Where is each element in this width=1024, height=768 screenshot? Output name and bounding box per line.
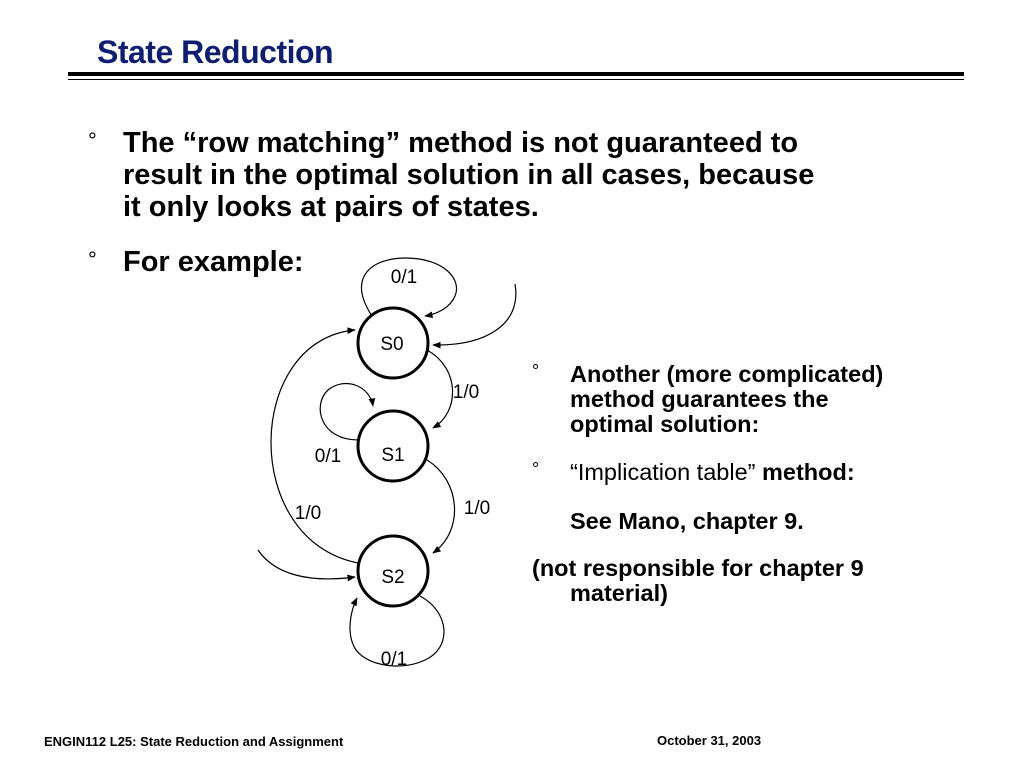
side-note-2-bold: method: — [755, 459, 855, 485]
bullet-marker: ° — [532, 361, 540, 381]
bullet-marker: ° — [88, 247, 97, 272]
side-note-2 — [570, 460, 855, 485]
side-note-1-line-1: Another (more complicated) — [570, 361, 884, 387]
s0-entry-arrow — [433, 284, 516, 345]
state-s2-label: S2 — [381, 567, 405, 588]
s2-self-loop-label: 0/1 — [380, 649, 408, 670]
side-note-1-line-3: optimal solution: — [570, 411, 760, 437]
bullet-2: For example: — [123, 246, 304, 278]
side-note-4-line-2: material) — [570, 580, 668, 606]
side-note-1 — [570, 362, 883, 437]
s1-to-s2-transition — [427, 460, 455, 553]
s0-to-s1-label: 1/0 — [452, 382, 480, 403]
side-note-4 — [532, 556, 864, 606]
footer-course-title: ENGIN112 L25: State Reduction and Assignment — [44, 734, 344, 749]
side-note-3: See Mano, chapter 9. — [570, 508, 804, 534]
state-s0-label: S0 — [380, 334, 404, 355]
s0-to-s1-transition — [427, 350, 453, 428]
side-note-2-normal: “Implication table” — [570, 459, 756, 485]
s1-self-loop-label: 0/1 — [314, 446, 342, 467]
bullet-marker: ° — [88, 128, 97, 153]
side-note-1-line-2: method guarantees the — [570, 386, 829, 412]
state-s1-label: S1 — [381, 445, 405, 466]
s0-self-loop-label: 0/1 — [390, 267, 418, 288]
s2-to-s0-label: 1/0 — [294, 503, 322, 524]
bullet-1-line-1: The “row matching” method is not guaranteed to — [123, 127, 799, 159]
footer-date: October 31, 2003 — [657, 733, 762, 748]
side-note-4-line-1: (not responsible for chapter 9 — [532, 555, 864, 581]
s1-to-s2-label: 1/0 — [463, 498, 491, 519]
bullet-1-line-2: result in the optimal solution in all cases, because — [123, 159, 815, 191]
bullet-1-line-3: it only looks at pairs of states. — [123, 191, 539, 223]
bullet-marker: ° — [532, 459, 540, 479]
s2-entry-arrow — [258, 550, 355, 579]
slide-title: State Reduction — [97, 34, 334, 70]
